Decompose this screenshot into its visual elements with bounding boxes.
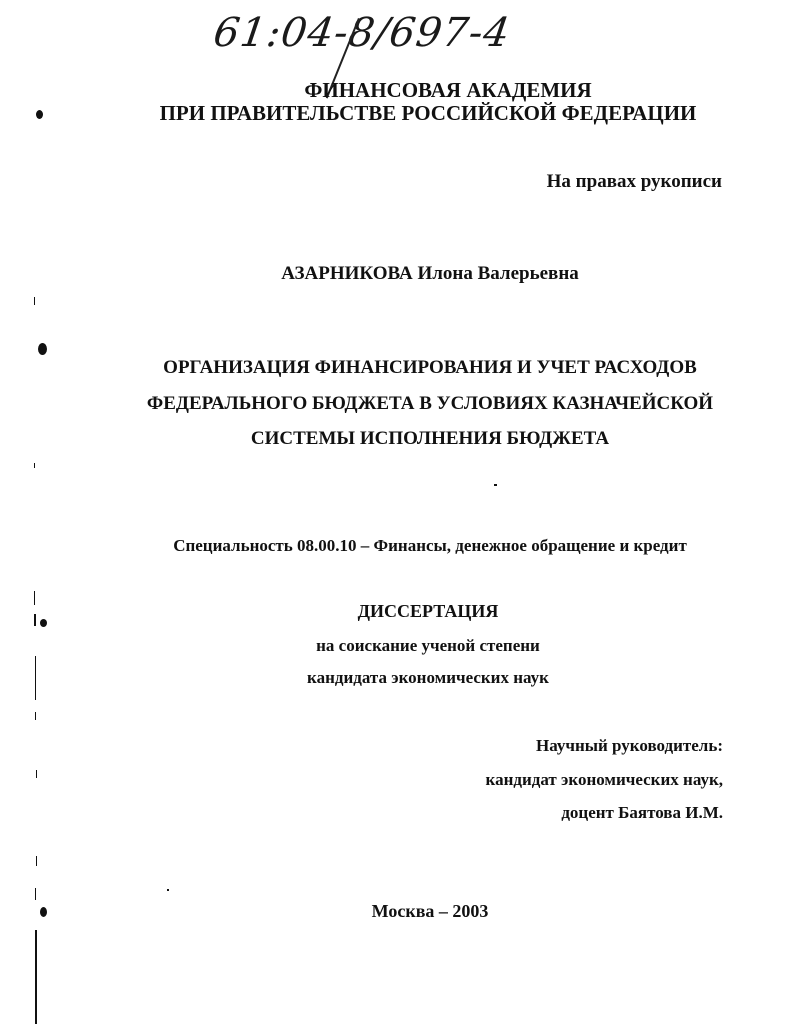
binding-hole-mark (40, 907, 47, 917)
scan-artifact (35, 656, 36, 700)
scan-artifact (167, 889, 169, 891)
binding-hole-mark (38, 343, 47, 355)
dissertation-heading: ДИССЕРТАЦИЯ (357, 601, 499, 621)
degree-line-2: кандидата экономических наук (307, 668, 549, 687)
author-given-name: Илона Валерьевна (417, 263, 579, 284)
binding-hole-mark (36, 110, 43, 119)
thesis-title-line-3: СИСТЕМЫ ИСПОЛНЕНИЯ БЮДЖЕТА (250, 428, 610, 449)
scan-artifact (34, 297, 35, 305)
archive-stamp-number: 61:04-8/697-4 (210, 10, 514, 56)
author-name (34, 263, 792, 285)
degree-line-1: на соискание ученой степени (316, 636, 540, 655)
supervisor-degree: кандидат экономических наук, (485, 770, 723, 789)
organization-line-1: ФИНАНСОВАЯ АКАДЕМИЯ (304, 78, 592, 102)
supervisor-name: доцент Баятова И.М. (561, 803, 723, 822)
scan-artifact (34, 591, 35, 605)
scan-artifact (34, 463, 35, 468)
organization-line-2: ПРИ ПРАВИТЕЛЬСТВЕ РОССИЙСКОЙ ФЕДЕРАЦИИ (159, 101, 697, 125)
scan-artifact (36, 856, 37, 866)
scan-artifact (34, 614, 36, 626)
city-year: Москва – 2003 (371, 901, 489, 921)
scan-artifact (36, 770, 37, 778)
author-surname: АЗАРНИКОВА (281, 263, 413, 284)
thesis-title-line-1: ОРГАНИЗАЦИЯ ФИНАНСИРОВАНИЯ И УЧЕТ РАСХОДОВ (163, 357, 697, 378)
specialty-line: Специальность 08.00.10 – Финансы, денежное обращение и кредит (173, 536, 687, 555)
scan-artifact (494, 484, 497, 486)
scan-artifact (35, 888, 36, 900)
scan-artifact (35, 930, 37, 1024)
binding-hole-mark (40, 619, 47, 627)
scan-artifact (35, 712, 36, 720)
supervisor-label: Научный руководитель: (536, 736, 723, 755)
rights-note: На правах рукописи (546, 171, 722, 192)
thesis-title-line-2: ФЕДЕРАЛЬНОГО БЮДЖЕТА В УСЛОВИЯХ КАЗНАЧЕЙСКОЙ (146, 393, 714, 414)
